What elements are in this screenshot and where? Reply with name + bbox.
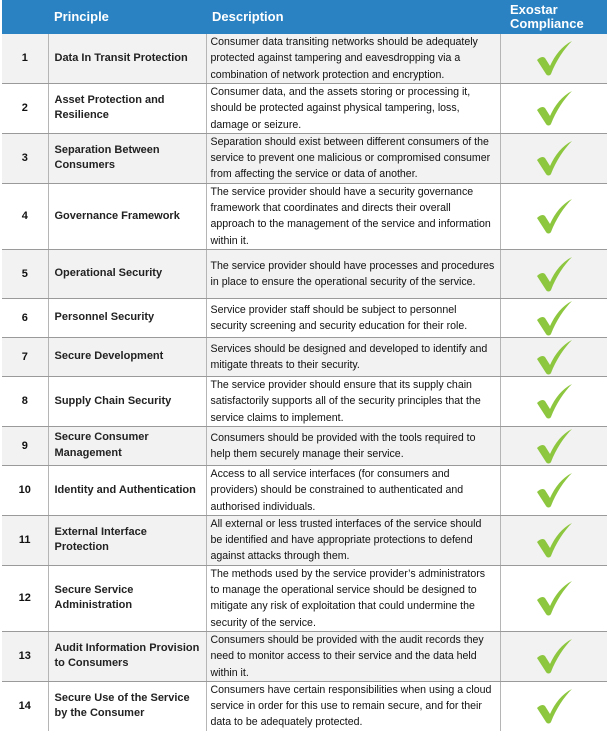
principle-description: Consumers have certain responsibilities when using a cloud service in order for this use to remain secure, and for their data to be adequately protected. <box>206 681 500 730</box>
checkmark-icon <box>534 197 574 235</box>
compliance-cell <box>500 426 607 465</box>
principle-description: Consumers should be provided with the audit records they need to monitor access to their service and the data held within it. <box>206 631 500 681</box>
principle-description: Consumers should be provided with the tools required to help them securely manage their service. <box>206 426 500 465</box>
table-row <box>2 426 607 465</box>
principle-number: 11 <box>2 515 48 565</box>
principle-name: Governance Framework <box>48 183 206 249</box>
compliance-table <box>2 0 607 731</box>
principle-number: 8 <box>2 376 48 426</box>
compliance-cell <box>500 83 607 133</box>
header-principle: Principle <box>48 0 206 34</box>
principle-number: 1 <box>2 34 48 83</box>
checkmark-icon <box>534 338 574 376</box>
table-row <box>2 337 607 376</box>
principle-name: Asset Protection and Resilience <box>48 83 206 133</box>
checkmark-icon <box>534 471 574 509</box>
compliance-cell <box>500 337 607 376</box>
principle-name: Secure Use of the Service by the Consumer <box>48 681 206 730</box>
principle-name: External Interface Protection <box>48 515 206 565</box>
principle-number: 13 <box>2 631 48 681</box>
principle-number: 7 <box>2 337 48 376</box>
principle-name: Data In Transit Protection <box>48 34 206 83</box>
table-row <box>2 249 607 298</box>
principle-number: 2 <box>2 83 48 133</box>
compliance-cell <box>500 249 607 298</box>
checkmark-icon <box>534 637 574 675</box>
principle-number: 12 <box>2 565 48 631</box>
table-row <box>2 298 607 337</box>
principle-description: Consumer data, and the assets storing or processing it, should be protected against physical tampering, loss, damage or seizure. <box>206 83 500 133</box>
checkmark-icon <box>534 687 574 725</box>
principle-number: 5 <box>2 249 48 298</box>
principle-number: 9 <box>2 426 48 465</box>
compliance-cell <box>500 565 607 631</box>
principle-name: Supply Chain Security <box>48 376 206 426</box>
principle-name: Secure Consumer Management <box>48 426 206 465</box>
checkmark-icon <box>534 89 574 127</box>
principle-description: Service provider staff should be subject to personnel security screening and security education for their role. <box>206 298 500 337</box>
principle-name: Secure Development <box>48 337 206 376</box>
principle-description: Consumer data transiting networks should be adequately protected against tampering and eavesdropping via a combination of network protection and encryption. <box>206 34 500 83</box>
principle-description: The methods used by the service provider’s administrators to manage the operational service should be designed to mitigate any risk of exploitation that could undermine the security of the service. <box>206 565 500 631</box>
compliance-cell <box>500 133 607 183</box>
compliance-cell <box>500 183 607 249</box>
table-row <box>2 133 607 183</box>
principle-name: Audit Information Provision to Consumers <box>48 631 206 681</box>
principle-description: Separation should exist between different consumers of the service to prevent one malicious or compromised consumer from affecting the service or data of another. <box>206 133 500 183</box>
principle-description: All external or less trusted interfaces of the service should be identified and have appropriate protections to defend against attacks through them. <box>206 515 500 565</box>
principle-name: Identity and Authentication <box>48 465 206 515</box>
checkmark-icon <box>534 579 574 617</box>
header-num <box>2 0 48 34</box>
principle-name: Personnel Security <box>48 298 206 337</box>
table-row <box>2 34 607 83</box>
principle-description: The service provider should have processes and procedures in place to ensure the operational security of the service. <box>206 249 500 298</box>
table-row <box>2 83 607 133</box>
principle-name: Secure Service Administration <box>48 565 206 631</box>
compliance-cell <box>500 515 607 565</box>
table-row <box>2 631 607 681</box>
table-row <box>2 681 607 730</box>
principle-number: 4 <box>2 183 48 249</box>
checkmark-icon <box>534 139 574 177</box>
principle-name: Separation Between Consumers <box>48 133 206 183</box>
checkmark-icon <box>534 521 574 559</box>
principle-name: Operational Security <box>48 249 206 298</box>
compliance-cell <box>500 376 607 426</box>
compliance-cell <box>500 298 607 337</box>
checkmark-icon <box>534 382 574 420</box>
principle-description: The service provider should have a security governance framework that coordinates and directs their overall approach to the management of the service and information within it. <box>206 183 500 249</box>
header-description: Description <box>206 0 500 34</box>
table-row <box>2 376 607 426</box>
principle-description: Access to all service interfaces (for consumers and providers) should be constrained to authenticated and authorised individuals. <box>206 465 500 515</box>
table-row <box>2 183 607 249</box>
table-header-row <box>2 0 607 34</box>
checkmark-icon <box>534 255 574 293</box>
principle-number: 10 <box>2 465 48 515</box>
principle-number: 6 <box>2 298 48 337</box>
checkmark-icon <box>534 299 574 337</box>
compliance-cell <box>500 34 607 83</box>
principle-description: Services should be designed and developed to identify and mitigate threats to their security. <box>206 337 500 376</box>
table-row <box>2 565 607 631</box>
checkmark-icon <box>534 39 574 77</box>
principle-number: 14 <box>2 681 48 730</box>
compliance-cell <box>500 631 607 681</box>
principle-description: The service provider should ensure that its supply chain satisfactorily supports all of the security principles that the service claims to implement. <box>206 376 500 426</box>
principle-number: 3 <box>2 133 48 183</box>
checkmark-icon <box>534 427 574 465</box>
compliance-cell <box>500 465 607 515</box>
table-row <box>2 515 607 565</box>
compliance-cell <box>500 681 607 730</box>
table-row <box>2 465 607 515</box>
header-compliance: Exostar Compliance <box>500 0 607 34</box>
